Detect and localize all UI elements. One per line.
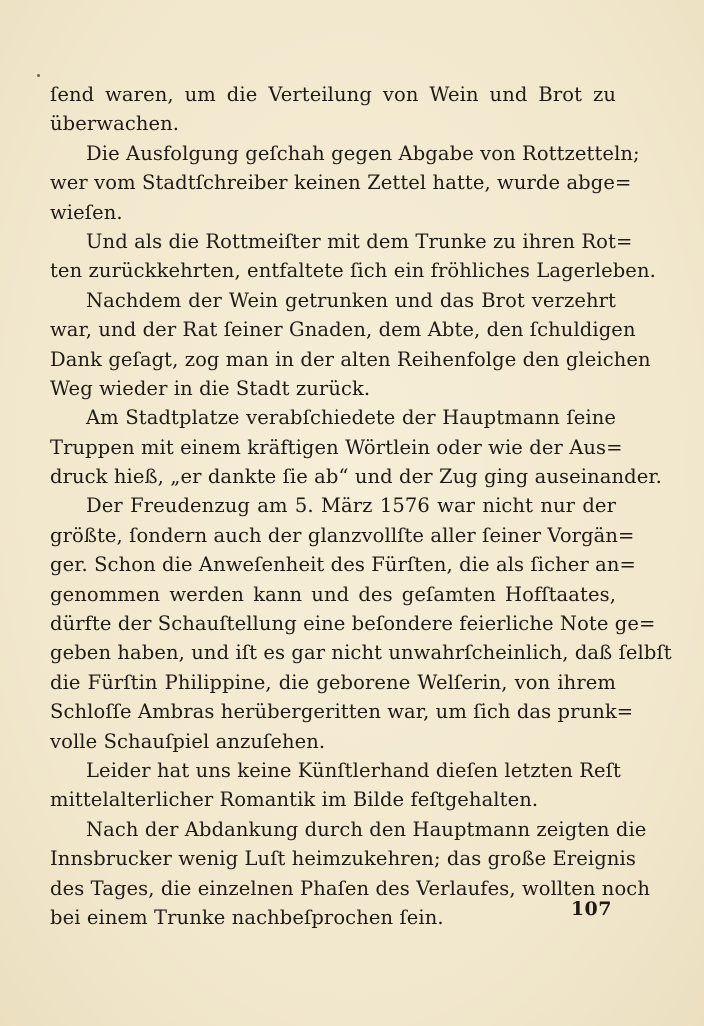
text-line: ger. Schon die Anweſenheit des Fürſten, die als ſicher an= xyxy=(50,553,636,577)
body-text xyxy=(50,80,672,932)
text-line: druck hieß, „er dankte ſie ab“ und der Zug ging auseinander. xyxy=(50,465,662,489)
text-line: Dank geſagt, zog man in der alten Reihenfolge den gleichen xyxy=(50,347,651,371)
text-line: war, und der Rat ſeiner Gnaden, dem Abte, den ſchuldigen xyxy=(50,318,636,342)
text-line: bei einem Trunke nachbeſprochen ſein. xyxy=(50,905,444,929)
text-line: genommen werden kann und des geſamten Hofſtaates, xyxy=(50,582,616,606)
text-line: Am Stadtplatze verabſchiedete der Hauptmann ſeine xyxy=(86,406,616,430)
text-line: des Tages, die einzelnen Phaſen des Verlaufes, wollten noch xyxy=(50,876,650,900)
text-line: ſend waren, um die Verteilung von Wein und Brot zu xyxy=(50,83,616,106)
paper-speck xyxy=(37,74,40,77)
text-line: Die Ausfolgung geſchah gegen Abgabe von Rottzetteln; xyxy=(86,141,640,165)
text-line: mittelalterlicher Romantik im Bilde feſtgehalten. xyxy=(50,788,539,812)
text-line: Truppen mit einem kräftigen Wörtlein oder wie der Aus= xyxy=(50,435,623,459)
text-line: die Fürſtin Philippine, die geborene Welſerin, von ihrem xyxy=(50,670,616,694)
text-line: Leider hat uns keine Künſtlerhand dieſen letzten Reſt xyxy=(86,758,621,782)
text-line: größte, ſondern auch der glanzvollſte aller ſeiner Vorgän= xyxy=(50,523,635,547)
text-line: Der Freudenzug am 5. März 1576 war nicht nur der xyxy=(86,494,616,518)
text-line: wieſen. xyxy=(50,200,123,224)
page-number: 107 xyxy=(570,898,612,920)
text-line: Innsbrucker wenig Luſt heimzukehren; das große Ereignis xyxy=(50,847,636,871)
text-line: Nach der Abdankung durch den Hauptmann zeigten die xyxy=(86,817,647,841)
text-line: volle Schauſpiel anzuſehen. xyxy=(50,729,326,753)
text-line: überwachen. xyxy=(50,112,180,136)
text-line: wer vom Stadtſchreiber keinen Zettel hatte, wurde abge= xyxy=(50,171,632,195)
text-line: geben haben, und iſt es gar nicht unwahrſcheinlich, daß ſelbſt xyxy=(50,641,672,665)
text-line: Und als die Rottmeiſter mit dem Trunke zu ihren Rot= xyxy=(86,229,633,253)
text-line: Weg wieder in die Stadt zurück. xyxy=(50,376,371,400)
text-line: Schloſſe Ambras herübergeritten war, um ſich das prunk= xyxy=(50,700,634,724)
text-line: ten zurückkehrten, entfaltete ſich ein fröhliches Lagerleben. xyxy=(50,259,656,283)
text-line: Nachdem der Wein getrunken und das Brot verzehrt xyxy=(86,288,616,312)
text-line: dürfte der Schauſtellung eine beſondere feierliche Note ge= xyxy=(50,612,656,636)
